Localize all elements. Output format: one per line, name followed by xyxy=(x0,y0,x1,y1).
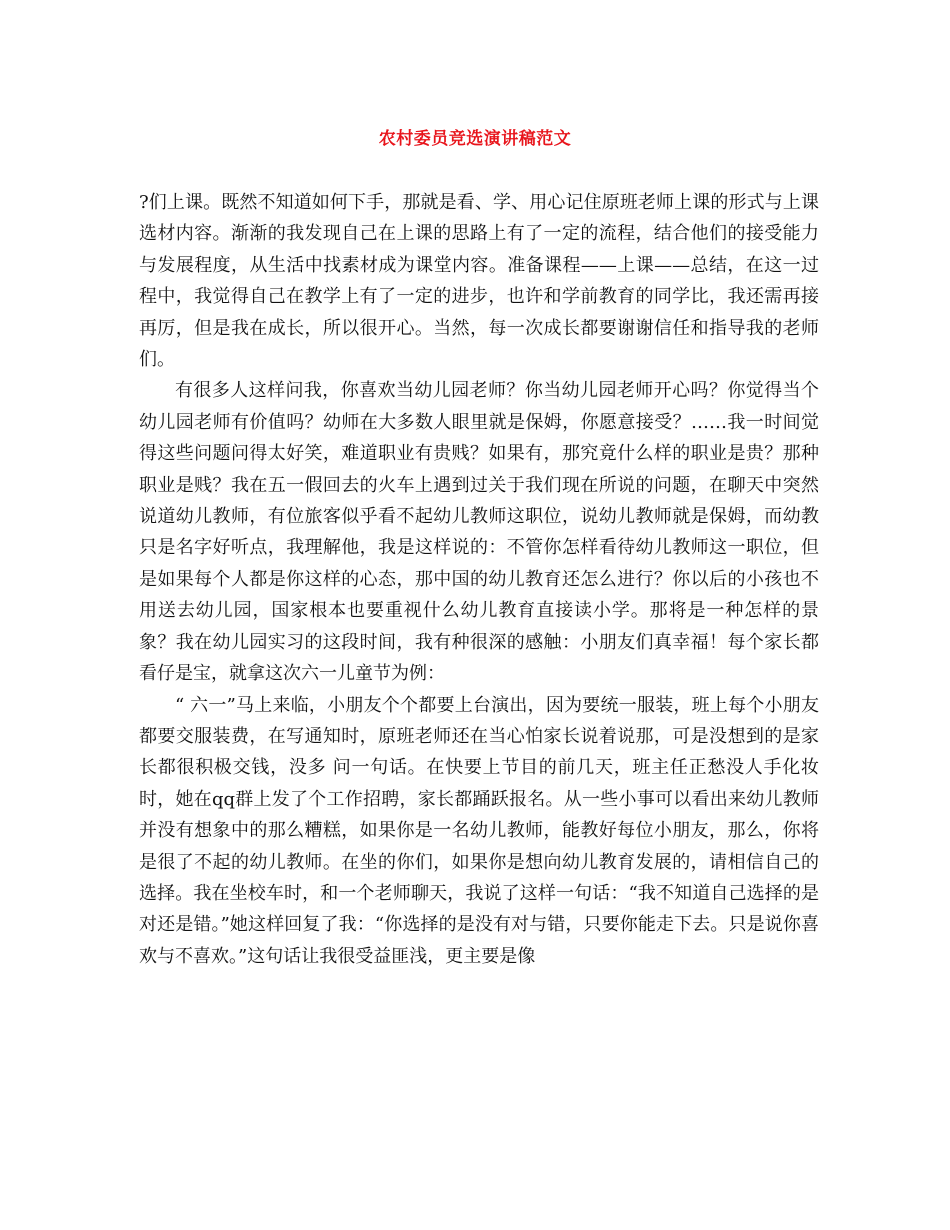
document-body xyxy=(139,187,819,972)
paragraph-1: ?们上课。既然不知道如何下手，那就是看、学、用心记住原班老师上课的形式与上课选材内容。渐渐的我发现自己在上课的思路上有了一定的流程，结合他们的接受能力与发展程度，从生活中找素材成为课堂内容。准备课程——上课——总结，在这一过程中，我觉得自己在教学上有了一定的进步，也许和学前教育的同学比，我还需再接再厉，但是我在成长，所以很开心。当然，每一次成长都要谢谢信任和指导我的老师们。 xyxy=(139,192,819,371)
paragraph-3: “ 六一”马上来临，小朋友个个都要上台演出，因为要统一服装，班上每个小朋友都要交服装费，在写通知时，原班老师还在当心怕家长说着说那，可是没想到的是家长都很积极交钱，没多 问一句话。在快要上节目的前几天，班主任正愁没人手化妆时，她在qq群上发了个工作招聘，家长都踊跃报名。从一些小事可以看出来幼儿教师并没有想象中的那么糟糕，如果你是一名幼儿教师，能教好每位小朋友，那么，你将是很了不起的幼儿教师。在坐的你们，如果你是想向幼儿教育发展的，请相信自己的选择。我在坐校车时，和一个老师聊天，我说了这样一句话：“我不知道自己选择的是对还是错。”她这样回复了我：“你选择的是没有对与错，只要你能走下去。只是说你喜欢与不喜欢。”这句话让我很受益匪浅，更主要是像 xyxy=(139,694,819,967)
document-title: 农村委员竞选演讲稿范文 xyxy=(378,129,572,149)
paragraph-2: 有很多人这样问我，你喜欢当幼儿园老师？你当幼儿园老师开心吗？你觉得当个幼儿园老师有价值吗？幼师在大多数人眼里就是保姆，你愿意接受？……我一时间觉得这些问题问得太好笑，难道职业有贵贱？如果有，那究竟什么样的职业是贵？那种职业是贱？我在五一假回去的火车上遇到过关于我们现在所说的问题，在聊天中突然说道幼儿教师，有位旅客似乎看不起幼儿教师这职位，说幼儿教师就是保姆，而幼教只是名字好听点，我理解他，我是这样说的：不管你怎样看待幼儿教师这一职位，但是如果每个人都是你这样的心态，那中国的幼儿教育还怎么进行？你以后的小孩也不用送去幼儿园，国家根本也要重视什么幼儿教育直接读小学。那将是一种怎样的景象？我在幼儿园实习的这段时间，我有种很深的感触：小朋友们真幸福！每个家长都看仔是宝，就拿这次六一儿童节为例： xyxy=(139,380,819,685)
